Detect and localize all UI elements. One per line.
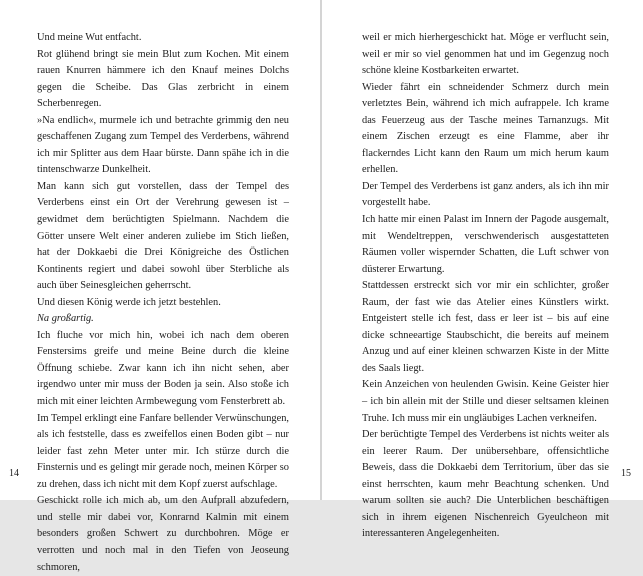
paragraph: Stattdessen erstreckt sich vor mir ein schlichter, großer Raum, der fast wie das Atelier eines Künstlers wirkt. Entgeistert stelle ich fest, dass er leer ist – bis auf eine dicke schneeartige Staubschicht, die bereits auf meinem Anzug und auf einer kleinen schwarzen Kiste in der Mitte des Saals liegt. (362, 280, 609, 374)
right-page (322, 0, 643, 540)
right-page-text (362, 30, 609, 543)
paragraph: Wieder fährt ein schneidender Schmerz durch mein verletztes Bein, während ich mich aufrappele. Ich krame das Feuerzeug aus der Tasche meines Tarnanzugs. Mit einem Zischen erzeugt es eine Flamme, aber ihr flackerndes Licht kann den Raum um mich herum kaum erhellen. (362, 81, 609, 176)
paragraph: Kein Anzeichen von heulenden Gwisin. Keine Geister hier – ich bin allein mit der Stille und dieser seltsamen kleinen Truhe. Ich muss mir ein ungläubiges Lachen verkneifen. (362, 379, 609, 424)
left-page (0, 0, 320, 573)
paragraph: Rot glühend bringt sie mein Blut zum Kochen. Mit einem rauen Knurren hämmere ich den Knauf meines Dolchs gegen die Scheibe. Das Glas zerbricht in einem Scherbenregen. (37, 48, 289, 110)
paragraph: weil er mich hierhergeschickt hat. Möge er verflucht sein, weil er mir so viel genommen hat und im Gegenzug noch schöne kleine Kostbarkeiten erwartet. (362, 32, 609, 77)
left-page-text (37, 30, 289, 576)
paragraph: Man kann sich gut vorstellen, dass der Tempel des Verderbens einst ein Ort der Verehrung gewesen ist – gewidmet dem berüchtigten Spielmann. Nachdem die Götter unsere Welt einer anderen zuliebe im Stich ließen, hat der Dokkaebi die Drei Königreiche des Östlichen Kontinents regiert und dabei sowohl über Sterbliche als auch über Seinesgleichen geherrscht. (37, 180, 289, 292)
paragraph: Ich fluche vor mich hin, wobei ich nach dem oberen Fenstersims greife und meine Beine durch die kleine Öffnung schiebe. Zwar kann ich ihn nicht sehen, aber irgendwo unter mir muss der Boden ja sein. Also stoße ich mich mit einer leichten Armbewegung vom Fensterbrett ab. (37, 329, 289, 408)
paragraph: Ich hatte mir einen Palast im Innern der Pagode ausgemalt, mit Wendeltreppen, verschwenderisch ausgestatteten Räumen voller wispernder Schatten, die Luft schwer von düsterer Erwartung. (362, 214, 609, 275)
paragraph: Im Tempel erklingt eine Fanfare bellender Verwünschungen, als ich feststelle, dass es zweifellos einen Boden gibt – nur leider fast zehn Meter unter mir. Ich stürze durch die Finsternis und es gelingt mir gerade noch, meinen Körper so zu drehen, dass ich nicht mit dem Kopf zuerst aufschlage. (37, 412, 289, 490)
page-number: 14 (9, 468, 19, 479)
paragraph: Na großartig. (37, 313, 94, 325)
paragraph: Geschickt rolle ich mich ab, um den Aufprall abzufedern, und stelle mir dabei vor, Konrarnd Kalmin mit einem besonders großen Schwert zu durchbohren. Möge er verrotten und noch mal in den Tiefen von Jeoseung schmoren, (37, 495, 289, 573)
paragraph: »Na endlich«, murmele ich und betrachte grimmig den neu geschaffenen Zugang zum Tempel des Verderbens, während ich mir Splitter aus dem Haar bürste. Dann spähe ich in die tintenschwarze Dunkelheit. (37, 114, 289, 176)
paragraph: Der Tempel des Verderbens ist ganz anders, als ich ihn mir vorgestellt habe. (362, 180, 609, 209)
paragraph: Und meine Wut entfacht. (37, 32, 142, 43)
page-number: 15 (621, 468, 631, 479)
paragraph: Und diesen König werde ich jetzt bestehlen. (37, 296, 221, 308)
paragraph: Der berüchtigte Tempel des Verderbens ist nichts weiter als ein leerer Raum. Der unübersehbare, offensichtliche Beweis, dass die Dokkaebi dem Territorium, über das sie einst herrschten, kaum mehr Beachtung schenken. Und warum sollten sie auch? Die Unterblichen beschäftigen sich in ihrem eigenen Nischenreich Gyeulcheon mit interessanteren Angelegenheiten. (362, 429, 609, 540)
